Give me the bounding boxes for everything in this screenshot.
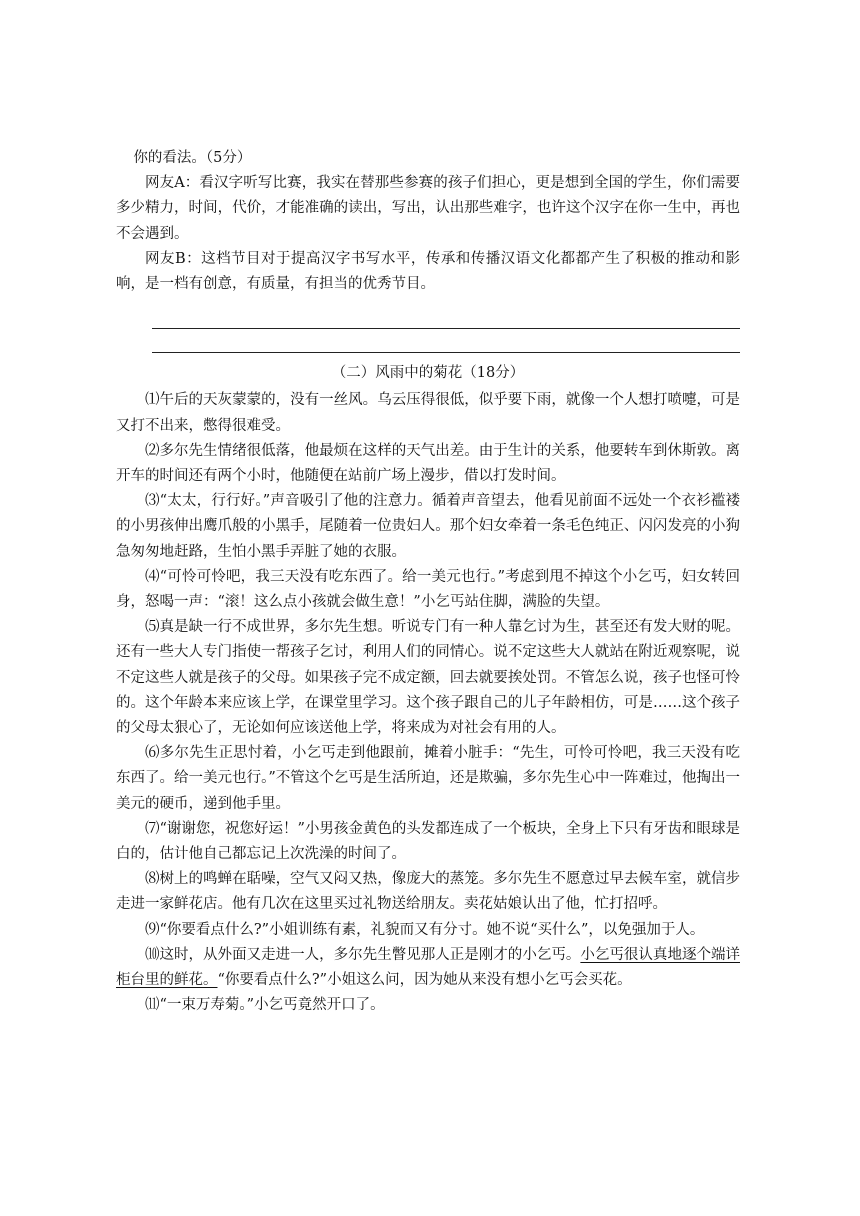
paragraph-5: ⑸真是缺一行不成世界，多尔先生想。听说专门有一种人靠乞讨为生，甚至还有发大财的呢。还有一些大人专门指使一帮孩子乞讨，利用人们的同情心。说不定这些大人就站在附近观察呢，说不定这些人就是孩子的父母。如果孩子完不成定额，回去就要挨处罚。不管怎么说，孩子也怪可怜的。这个年龄本来应该上学，在课堂里学习。这个孩子跟自己的儿子年龄相仿，可是……这个孩子的父母太狠心了，无论如何应该送他上学，将来成为对社会有用的人。 bbox=[116, 619, 740, 737]
paragraph-3: ⑶“太太，行行好。”声音吸引了他的注意力。循着声音望去，他看见前面不远处一个衣衫褴褛的小男孩伸出鹰爪般的小黑手，尾随着一位贵妇人。那个妇女牵着一条毛色纯正、闪闪发亮的小狗急匆匆地赶路，生怕小黑手弄脏了她的衣服。 bbox=[116, 493, 740, 560]
paragraph-4: ⑷“可怜可怜吧，我三天没有吃东西了。给一美元也行。”考虑到甩不掉这个小乞丐，妇女转回身，怒喝一声：“滚！这么点小孩就会做生意！”小乞丐站住脚，满脸的失望。 bbox=[116, 568, 740, 611]
paragraph-8: ⑻树上的鸣蝉在聒噪，空气又闷又热，像庞大的蒸笼。多尔先生不愿意过早去候车室，就信步走进一家鲜花店。他有几次在这里买过礼物送给朋友。卖花姑娘认出了他，忙打招呼。 bbox=[116, 871, 740, 913]
section-title: （二）风雨中的菊花（18分） bbox=[331, 365, 525, 382]
paragraph-10-start: ⑽这时，从外面又走进一人，多尔先生瞥见那人正是刚才的小乞丐。 bbox=[145, 946, 581, 963]
document-page bbox=[116, 146, 740, 1019]
paragraph-10-end: “你要看点什么?”小姐这么问，因为她从来没有想小乞丐会买花。 bbox=[217, 972, 632, 989]
answer-line bbox=[152, 305, 740, 329]
paragraph-6: ⑹多尔先生正思忖着，小乞丐走到他跟前，摊着小脏手：“先生，可怜可怜吧，我三天没有吃东西了。给一美元也行。”不管这个乞丐是生活所迫，还是欺骗，多尔先生心中一阵难过，他掏出一美元的硬币，递到他手里。 bbox=[116, 745, 740, 812]
paragraph-7: ⑺“谢谢您，祝您好运！”小男孩金黄色的头发都连成了一个板块，全身上下只有牙齿和眼球是白的，估计他自己都忘记上次洗澡的时间了。 bbox=[116, 820, 740, 863]
underlined-sentence: 小乞丐很认真地逐个端详柜台里的鲜花。 bbox=[116, 946, 740, 989]
paragraph-1: ⑴午后的天灰蒙蒙的，没有一丝风。乌云压得很低，似乎要下雨，就像一个人想打喷嚏，可是又打不出来，憋得很难受。 bbox=[116, 392, 740, 434]
paragraph-9: ⑼“你要看点什么?”小姐训练有素，礼貌而又有分寸。她不说“买什么”，以免强加于人。 bbox=[145, 921, 705, 938]
answer-line bbox=[152, 329, 740, 353]
answer-lines bbox=[152, 305, 740, 353]
question-intro: 你的看法。（5分） bbox=[133, 150, 252, 166]
paragraph-10 bbox=[116, 943, 740, 993]
paragraph-2: ⑵多尔先生情绪很低落，他最烦在这样的天气出差。由于生计的关系，他要转车到休斯敦。离开车的时间还有两个小时，他随便在站前广场上漫步，借以打发时间。 bbox=[116, 442, 740, 485]
netizen-a-opinion: 网友A：看汉字听写比赛，我实在替那些参赛的孩子们担心，更是想到全国的学生，你们需要多少精力，时间，代价，才能准确的读出，写出，认出那些难字，也许这个汉字在你一生中，再也不会遇到。 bbox=[116, 175, 740, 242]
paragraph-11: ⑾“一束万寿菊。”小乞丐竟然开口了。 bbox=[145, 997, 385, 1014]
netizen-b-opinion: 网友B：这档节目对于提高汉字书写水平，传承和传播汉语文化都都产生了积极的推动和影响，是一档有创意，有质量，有担当的优秀节目。 bbox=[116, 250, 740, 293]
